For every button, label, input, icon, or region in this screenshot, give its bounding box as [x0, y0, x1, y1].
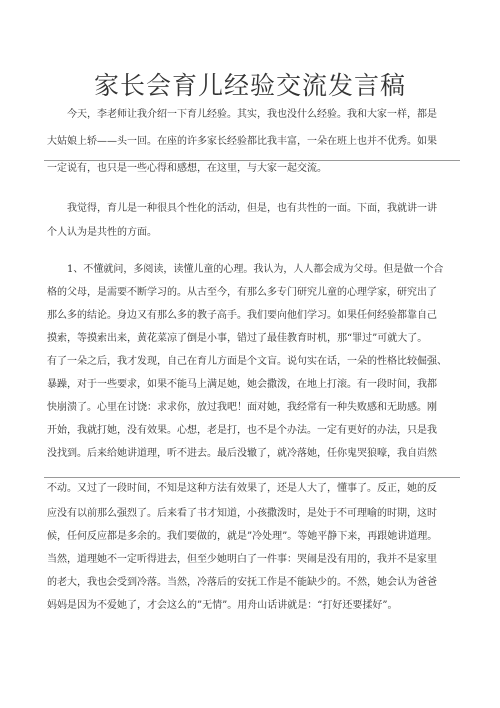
paragraph-line: 今天，李老师让我介绍一下育儿经验。其实，我也没什么经验。我和大家一样，都是	[67, 109, 437, 120]
paragraph-line: 开始，我就打她，没有效果。心想，老是打，也不是个办法。一定有更好的办法，只是我	[47, 425, 437, 436]
paragraph-line: 大姑娘上轿——头一回。在座的许多家长经验都比我丰富，一朵在班上也并不优秀。如果	[47, 136, 437, 147]
paragraph-line: 摸索，等摸索出来，黄花菜凉了倒是小事，错过了最佳教育时机，那“罪过”可就大了。	[47, 333, 428, 344]
paragraph-line: 没找到。后来给她讲道理，听不进去。最后没辙了，就冷落她，任你鬼哭狼嚎，我自岿然	[47, 448, 437, 459]
page-divider-line	[44, 477, 460, 478]
document-title: 家长会育儿经验交流发言稿	[93, 71, 406, 100]
paragraph-line: 我觉得，育儿是一种很具个性化的活动，但是，也有共性的一面。下面，我就讲一讲	[67, 203, 437, 214]
paragraph-line: 当然，道理她不一定听得进去，但至少她明白了一件事：哭闹是没有用的，我并不是家里	[47, 554, 437, 565]
paragraph-line: 1、不懂就问，多阅读，读懂儿童的心理。我认为，人人都会成为父母。但是做一个合	[67, 264, 444, 275]
paragraph-line: 暴躁，对于一些要求，如果不能马上满足她，她会撒泼，在地上打滚。有一段时间，我都	[47, 379, 437, 390]
paragraph-line: 不动。又过了一段时间，不知是这种方法有效果了，还是人大了，懂事了。反正，她的反	[47, 483, 437, 494]
paragraph-line: 那么多的结论。身边又有那么多的教子高手。我们要向他们学习。如果任何经验都靠自己	[47, 310, 437, 321]
page-divider-line	[44, 160, 460, 161]
paragraph-line: 个人认为是共性的方面。	[47, 227, 157, 238]
paragraph-line: 妈妈是因为不爱她了，才会这么的”无情”。用舟山话讲就是：“打好还要揉好”。	[47, 600, 398, 611]
paragraph-line: 一定说有，也只是一些心得和感想，在这里，与大家一起交流。	[47, 163, 327, 174]
paragraph-line: 候，任何反应都是多余的。我们要做的，就是”冷处理”。等她平静下来，再跟她讲道理。	[47, 531, 438, 542]
paragraph-line: 的老大，我也会受到冷落。当然，冷落后的安抚工作是不能缺少的。不然，她会认为爸爸	[47, 577, 437, 588]
paragraph-line: 应没有以前那么强烈了。后来看了书才知道，小孩撒泼时，是处于不可理喻的时期，这时	[47, 508, 437, 519]
paragraph-line: 有了一朵之后，我才发现，自己在育儿方面是个文盲。说句实在话，一朵的性格比较倔强、	[47, 356, 447, 367]
paragraph-line: 格的父母，是需要不断学习的。从古至今，有那么多专门研究儿童的心理学家，研究出了	[47, 287, 437, 298]
paragraph-line: 快崩溃了。心里在讨饶：求求你，放过我吧！面对她，我经常有一种失败感和无助感。刚	[47, 402, 437, 413]
